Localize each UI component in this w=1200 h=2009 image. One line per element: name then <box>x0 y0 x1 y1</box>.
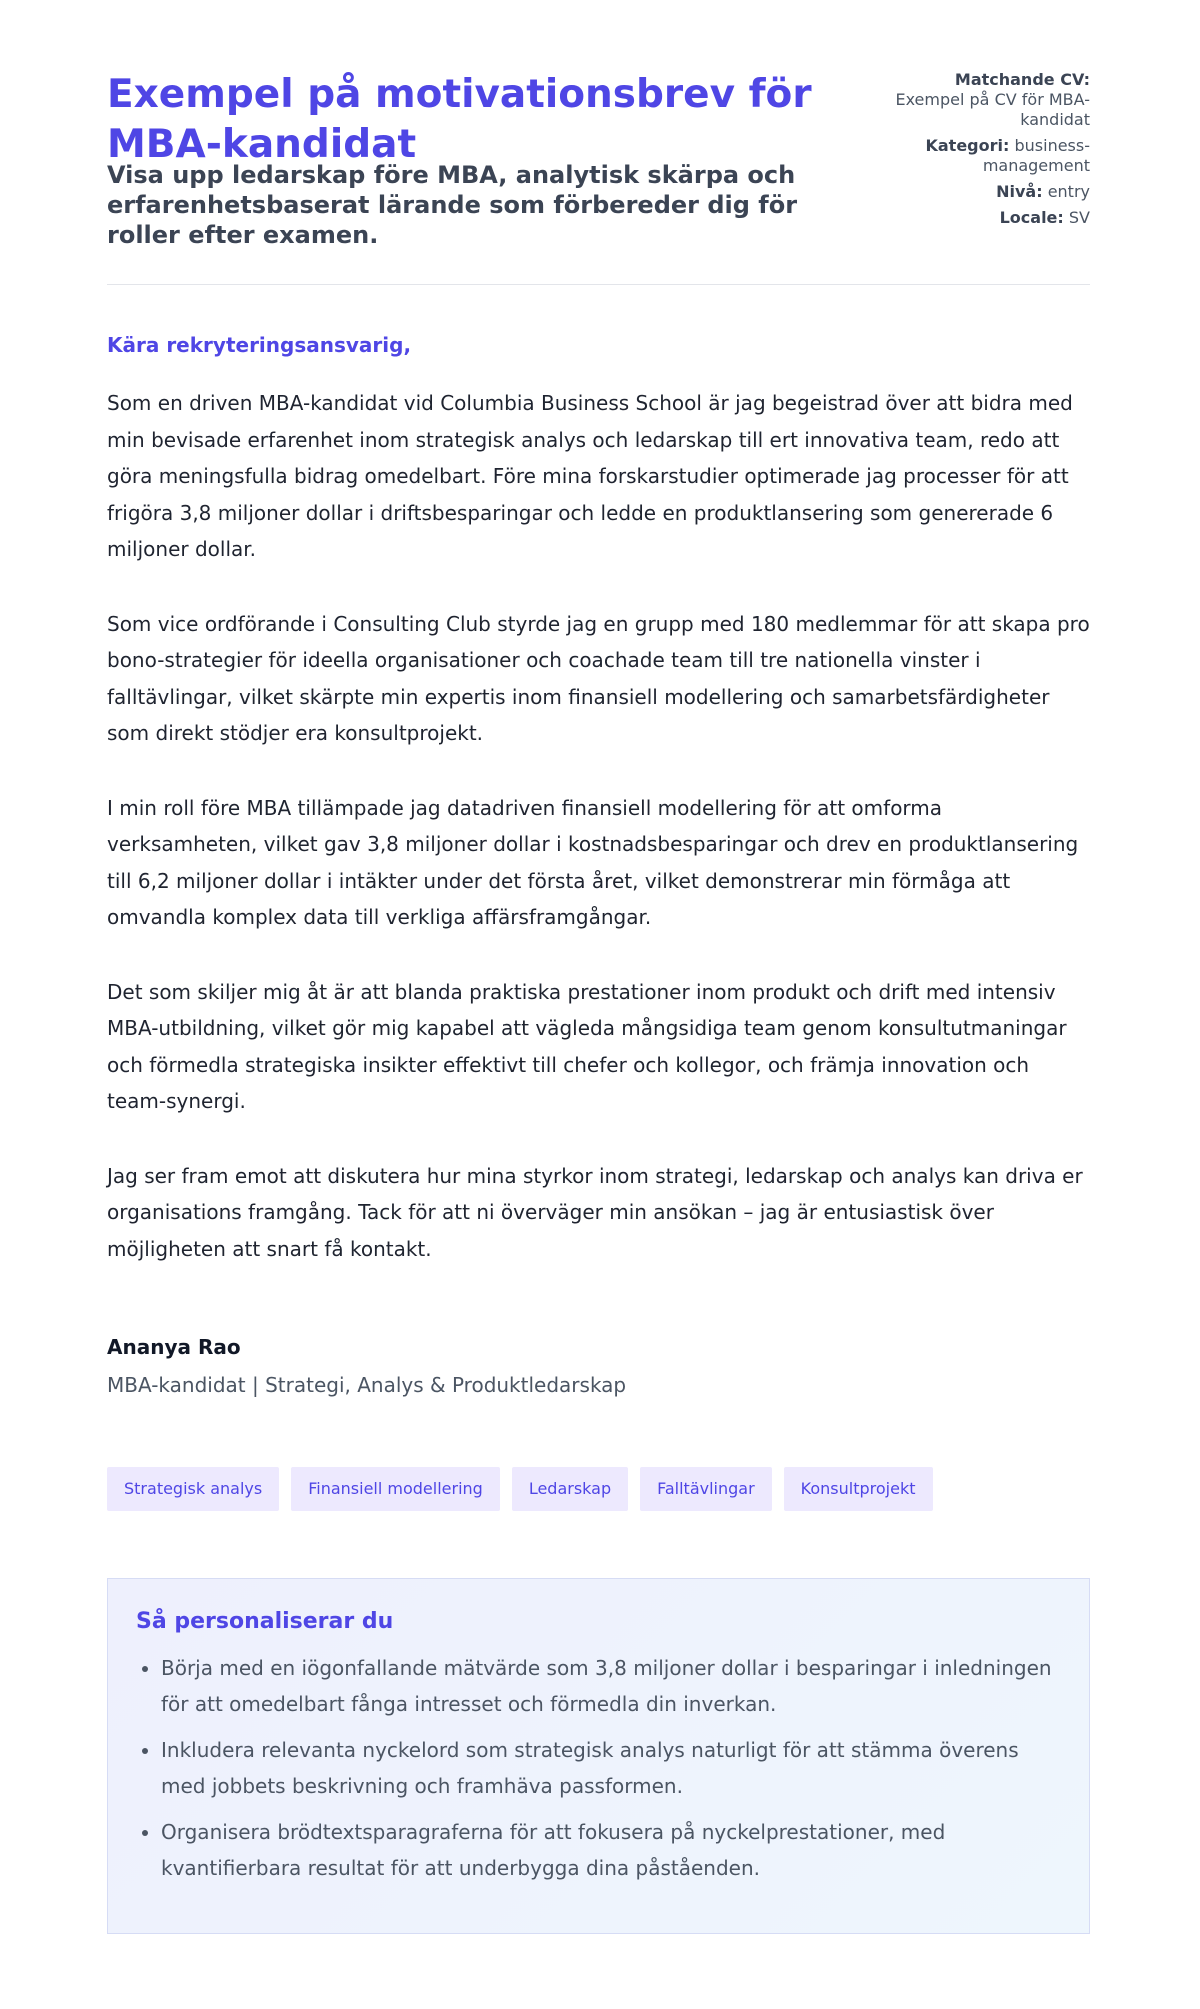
tag-list <box>107 1467 933 1511</box>
locale-label: Locale: <box>999 208 1064 227</box>
level-value: entry <box>1047 182 1090 201</box>
cv-link[interactable]: Exempel på CV för MBA-kandidat <box>895 90 1090 129</box>
meta-panel <box>890 70 1090 234</box>
paragraph: Som en driven MBA-kandidat vid Columbia Business School är jag begeistrad över att bidra med min bevisade erfarenhet inom strategisk analys och ledarskap till ert innovativa team, redo att göra meningsfulla bidrag omedelbart. Före mina forskarstudier optimerade jag processer för att frigöra 3,8 miljoner dollar i driftsbesparingar och ledde en produktlansering som genererade 6 miljoner dollar. <box>107 391 1073 561</box>
paragraph: Det som skiljer mig åt är att blanda praktiska prestationer inom produkt och drift med intensiv MBA-utbildning, vilket gör mig kapabel att vägleda mångsidiga team genom konsultutmaningar och förmedla strategiska insikter effektivt till chefer och kollegor, och främja innovation och team-synergi. <box>107 979 1067 1113</box>
header <box>107 70 1090 285</box>
tag: Finansiell modellering <box>291 1467 500 1511</box>
category-value: business-management <box>982 136 1090 175</box>
letter-body <box>107 385 1090 1305</box>
personalization-tips <box>107 1578 1090 1934</box>
cv-label: Matchande CV: <box>954 70 1090 89</box>
signature-title: MBA-kandidat | Strategi, Analys & Produktledarskap <box>107 1373 627 1397</box>
tip-item: • Organisera brödtextsparagraferna för att fokusera på nyckelprestationer, med kvantifierbara resultat för att underbygga dina påståenden. <box>161 1814 1061 1886</box>
page-title: Exempel på motivationsbrev för MBA-kandidat <box>107 72 812 167</box>
tag: Konsultprojekt <box>784 1467 933 1511</box>
level-label: Nivå: <box>996 182 1043 201</box>
tip-item: • Börja med en iögonfallande mätvärde som 3,8 miljoner dollar i besparingar i inledningen för att omedelbart fånga intresset och förmedla din inverkan. <box>161 1650 1061 1722</box>
category-label: Kategori: <box>925 136 1010 155</box>
tag: Ledarskap <box>512 1467 628 1511</box>
locale-value: SV <box>1068 208 1090 227</box>
tag: Strategisk analys <box>107 1467 279 1511</box>
page-subtitle: Visa upp ledarskap före MBA, analytisk skärpa och erfarenhetsbaserat lärande som förbereder dig för roller efter examen. <box>107 161 798 249</box>
signature <box>107 1335 626 1397</box>
paragraph: Jag ser fram emot att diskutera hur mina styrkor inom strategi, ledarskap och analys kan driva er organisations framgång. Tack för att ni överväger min ansökan – jag är entusiastisk över möjligheten att snart få kontakt. <box>107 1163 1083 1261</box>
signature-name: Ananya Rao <box>107 1335 241 1359</box>
paragraph: Som vice ordförande i Consulting Club styrde jag en grupp med 180 medlemmar för att skapa pro bono-strategier för ideella organisationer och coachade team till tre nationella vinster i falltävlingar, vilket skärpte min expertis inom finansiell modellering och samarbetsfärdigheter som direkt stödjer era konsultprojekt. <box>107 611 1090 745</box>
tip-item: • Inkludera relevanta nyckelord som strategisk analys naturligt för att stämma överens med jobbets beskrivning och framhäva passformen. <box>161 1732 1061 1804</box>
greeting: Kära rekryteringsansvarig, <box>107 333 412 357</box>
tag: Falltävlingar <box>640 1467 772 1511</box>
tips-title: Så personaliserar du <box>136 1609 394 1634</box>
paragraph: I min roll före MBA tillämpade jag datadriven finansiell modellering för att omforma verksamheten, vilket gav 3,8 miljoner dollar i kostnadsbesparingar och drev en produktlansering till 6,2 miljoner dollar i intäkter under det första året, vilket demonstrerar min förmåga att omvandla komplex data till verkliga affärsframgångar. <box>107 795 1079 929</box>
